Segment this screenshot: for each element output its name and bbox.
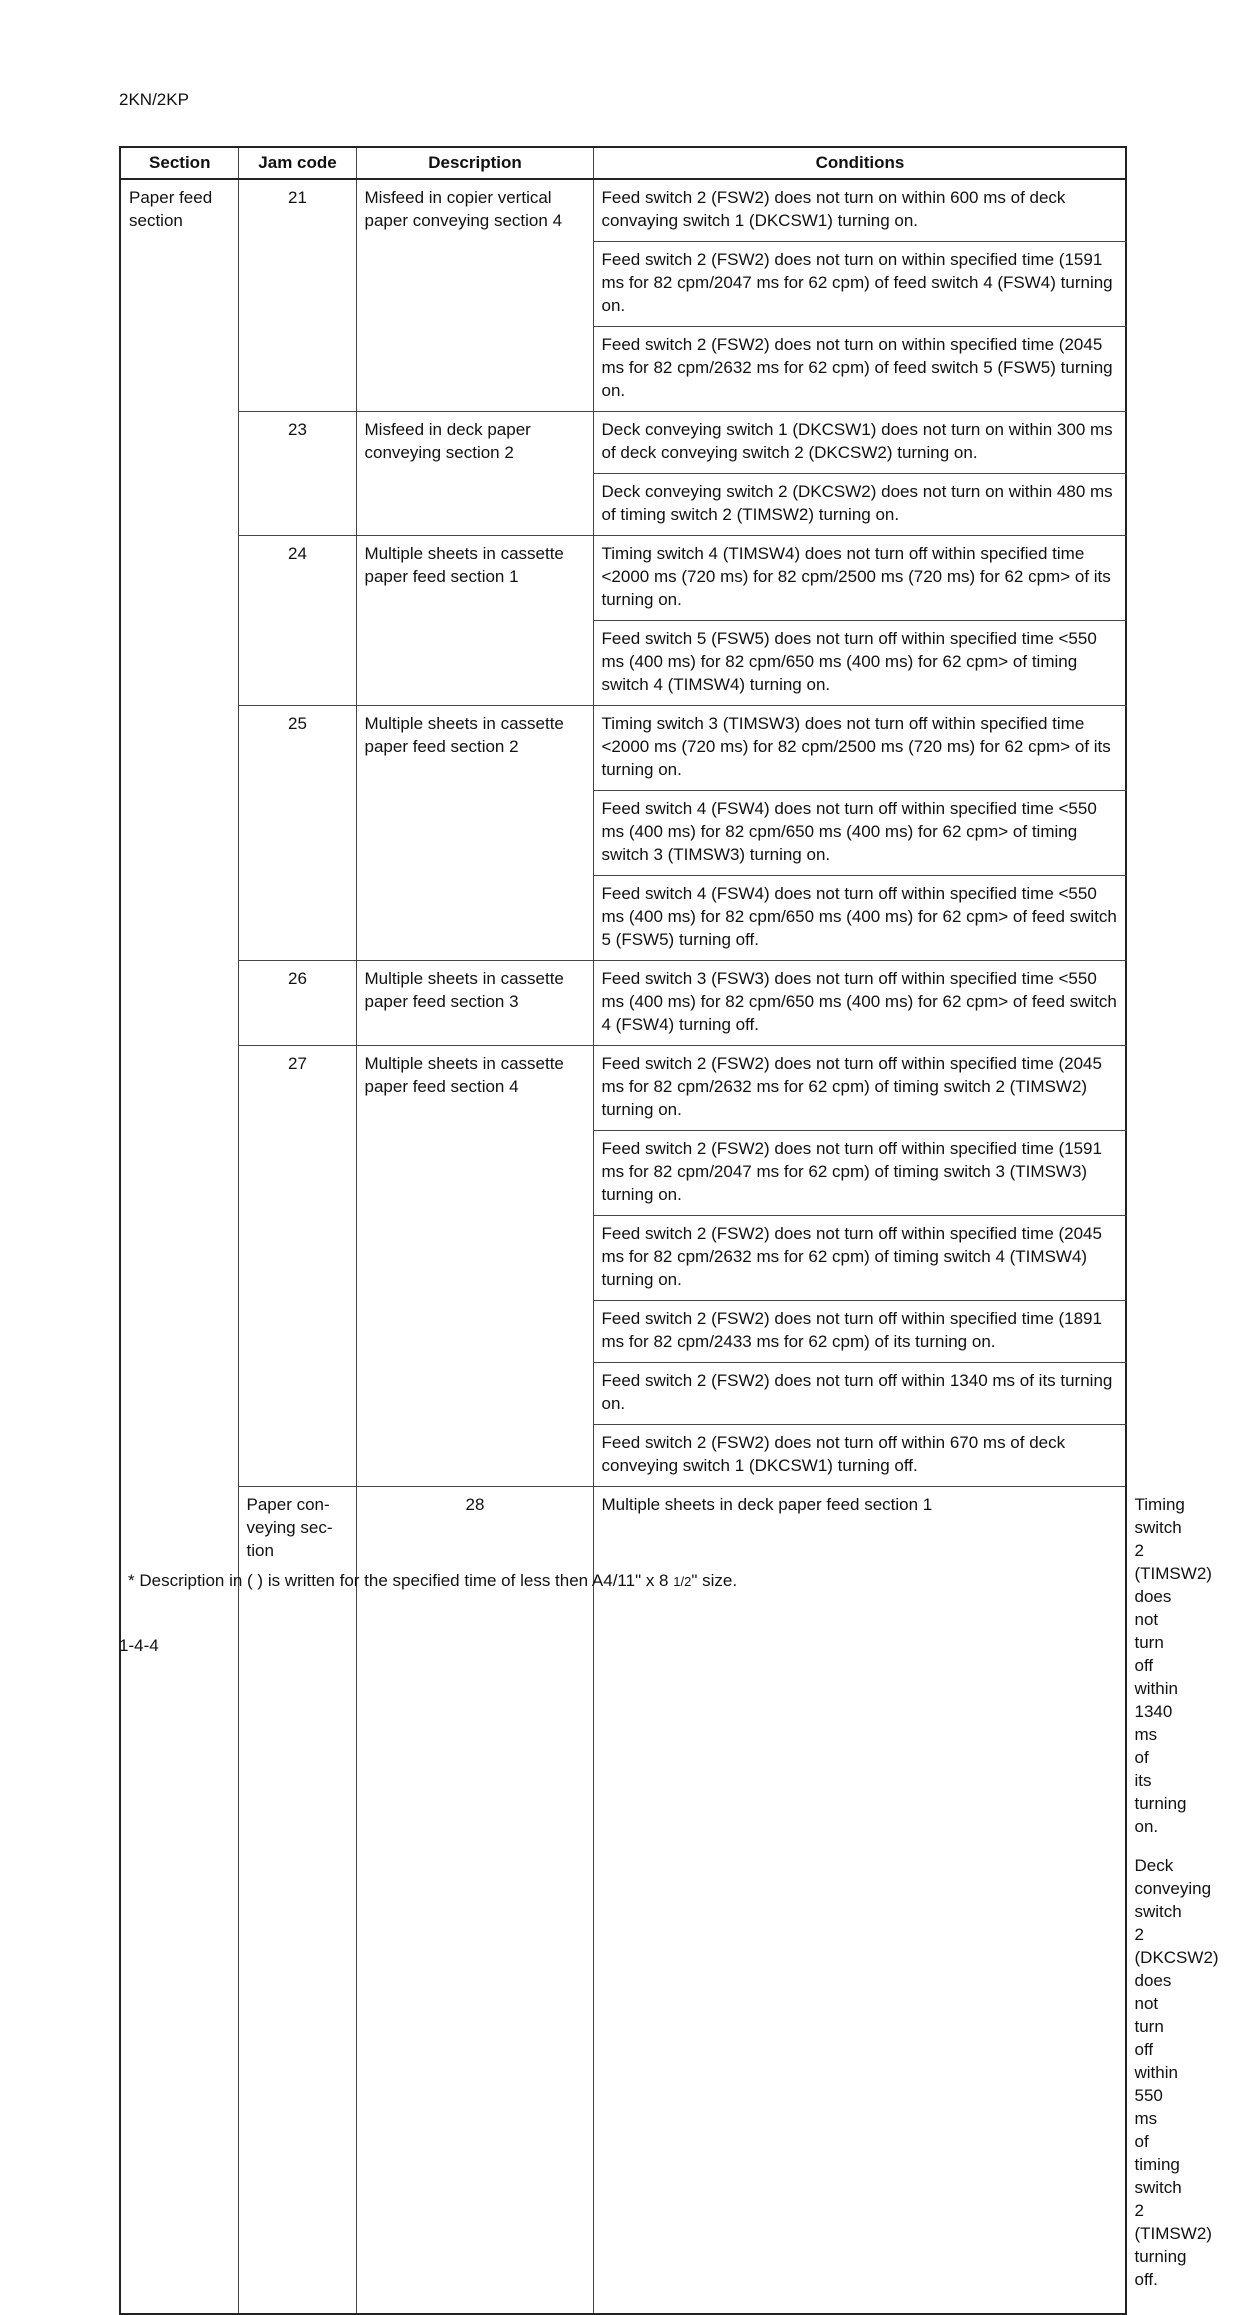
condition-cell: Feed switch 2 (FSW2) does not turn off within specified time (1591 ms for 82 cpm/2047 ms for 62 cpm) of timing switch 3 (TIMSW3) turning on. [593,1131,1126,1216]
description-cell: Multiple sheets in cassette paper feed section 1 [356,536,593,706]
table-row [120,1046,1126,1131]
footnote-suffix: " size. [691,1571,738,1590]
jam-code-table [119,146,1219,2315]
condition-cell: Deck conveying switch 2 (DKCSW2) does not turn on within 480 ms of timing switch 2 (TIMSW2) turning on. [593,474,1126,536]
condition-cell: Feed switch 2 (FSW2) does not turn off within specified time (2045 ms for 82 cpm/2632 ms for 62 cpm) of timing switch 2 (TIMSW2) turning on. [593,1046,1126,1131]
table-row [120,706,1126,791]
jam-code-cell: 26 [238,961,356,1046]
document-model-code: 2KN/2KP [119,90,189,109]
description-cell: Multiple sheets in deck paper feed section 1 [593,1487,1126,2315]
page-number: 1-4-4 [119,1636,159,1655]
jam-code-cell: 24 [238,536,356,706]
jam-code-cell: 21 [238,179,356,412]
condition-cell: Feed switch 4 (FSW4) does not turn off within specified time <550 ms (400 ms) for 82 cpm/650 ms (400 ms) for 62 cpm> of timing switch 3 (TIMSW3) turning on. [593,791,1126,876]
condition-cell: Feed switch 5 (FSW5) does not turn off within specified time <550 ms (400 ms) for 82 cpm/650 ms (400 ms) for 62 cpm> of timing switch 4 (TIMSW4) turning on. [593,621,1126,706]
condition-cell: Feed switch 3 (FSW3) does not turn off within specified time <550 ms (400 ms) for 82 cpm/650 ms (400 ms) for 62 cpm> of feed switch 4 (FSW4) turning off. [593,961,1126,1046]
section-cell: Paper feed section [120,179,238,2314]
section-cell: Paper con-veying sec-tion [238,1487,356,2315]
condition-cell: Timing switch 3 (TIMSW3) does not turn off within specified time <2000 ms (720 ms) for 82 cpm/2500 ms (720 ms) for 62 cpm> of its turning on. [593,706,1126,791]
table-row: Deck conveying switch 2 (DKCSW2) does not turn off within 550 ms of timing switch 2 (TIMSW2) turning off. [1134,1856,1219,2289]
table-header-row [120,147,1126,179]
description-cell: Multiple sheets in cassette paper feed section 4 [356,1046,593,1487]
condition-cell: Feed switch 2 (FSW2) does not turn off within specified time (2045 ms for 82 cpm/2632 ms for 62 cpm) of timing switch 4 (TIMSW4) turning on. [593,1216,1126,1301]
condition-cell: Deck conveying switch 1 (DKCSW1) does not turn on within 300 ms of deck conveying switch 2 (DKCSW2) turning on. [593,412,1126,474]
condition-cell: Feed switch 2 (FSW2) does not turn off within 670 ms of deck conveying switch 1 (DKCSW1) turning off. [593,1425,1126,1487]
jam-code-cell: 25 [238,706,356,961]
condition-cell: Feed switch 2 (FSW2) does not turn off within specified time (1891 ms for 82 cpm/2433 ms for 62 cpm) of its turning on. [593,1301,1126,1363]
condition-cell: Feed switch 2 (FSW2) does not turn off within 1340 ms of its turning on. [593,1363,1126,1425]
column-header-conditions: Conditions [593,147,1126,179]
footnote-fraction: 1/2 [673,1574,692,1589]
jam-code-cell: 23 [238,412,356,536]
table-row [120,412,1126,474]
condition-cell: Feed switch 2 (FSW2) does not turn on within specified time (1591 ms for 82 cpm/2047 ms for 62 cpm) of feed switch 4 (FSW4) turning on. [593,242,1126,327]
footnote-text: * Description in ( ) is written for the specified time of less then A4/11" x 8 [128,1571,674,1590]
table-row [120,536,1126,621]
table-row: Paper con-veying sec-tion 28 Multiple sheets in deck paper feed section 1 Timing switch 2 (TIMSW2) does not turn off within 1340 ms of its turning on. [120,1487,1126,1848]
condition-cell: Feed switch 2 (FSW2) does not turn on within 600 ms of deck convaying switch 1 (DKCSW1) turning on. [593,179,1126,242]
jam-code-cell: 27 [238,1046,356,1487]
description-cell: Misfeed in deck paper conveying section 2 [356,412,593,536]
description-cell: Misfeed in copier vertical paper conveying section 4 [356,179,593,412]
jam-code-cell: 28 [356,1487,593,2315]
condition-cell: Feed switch 4 (FSW4) does not turn off within specified time <550 ms (400 ms) for 82 cpm/650 ms (400 ms) for 62 cpm> of feed switch 5 (FSW5) turning off. [593,876,1126,961]
column-header-section: Section [120,147,238,179]
column-header-jam-code: Jam code [238,147,356,179]
column-header-description: Description [356,147,593,179]
table-row [120,179,1126,242]
description-cell: Multiple sheets in cassette paper feed section 3 [356,961,593,1046]
table-footnote [128,1571,737,1591]
condition-cell: Feed switch 2 (FSW2) does not turn on within specified time (2045 ms for 82 cpm/2632 ms for 62 cpm) of feed switch 5 (FSW5) turning on. [593,327,1126,412]
condition-cell: Timing switch 4 (TIMSW4) does not turn off within specified time <2000 ms (720 ms) for 82 cpm/2500 ms (720 ms) for 62 cpm> of its turning on. [593,536,1126,621]
description-cell: Multiple sheets in cassette paper feed section 2 [356,706,593,961]
table-row [120,961,1126,1046]
